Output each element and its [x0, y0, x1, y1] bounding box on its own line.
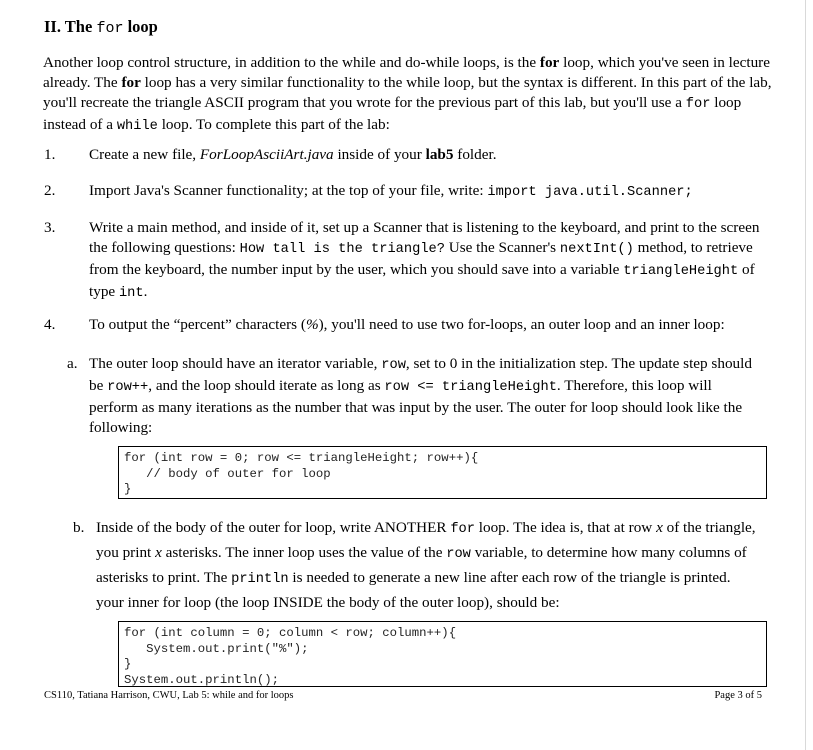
outer-loop-code-block — [118, 446, 767, 499]
intro-paragraph: Another loop control structure, in addition to the while and do-while loops, is the for loop, which you've seen in lecture already. The for loop has a very similar functionality to the while loop, but the syntax is different. In this part of the lab, you'll recreate the triangle ASCII program that you wrote for the previous part of this lab, but you'll use a for loop instead of a while loop. To complete this part of the lab: — [43, 54, 772, 134]
section-heading: II. The for loop — [44, 17, 158, 37]
page-edge — [805, 0, 806, 750]
code-line: for (int column = 0; column < row; column++){ — [124, 626, 457, 640]
footer-page-number: Page 3 of 5 — [714, 690, 762, 701]
code-line: } — [124, 482, 132, 496]
code-line: // body of outer for loop — [124, 466, 331, 481]
inner-loop-code-block — [118, 621, 767, 687]
code-line: } — [124, 657, 132, 671]
document-page: II. The for loop Another loop control structure, in addition to the while and do-while loops, is the for loop, which you've seen in lecture already. The for loop has a very similar functionality to the while loop, but the syntax is different. In this part of the lab, you'll recreate the triangle ASCII program that you wrote for the previous part of this lab, but you'll use a for loop instead of a while loop. To complete this part of the lab: 1. Create a new file, ForLoopAsciiArt.java inside of your lab5 folder. 2. Import Java's Scanner functionality; at the top of your file, write: import java.util.Scanner; 3. Write a main method, and inside of it, set up a Scanner that is listening to the keyboard, and print to the screen the following questions: How tall is the triangle? Use the Scanner's nextInt() method, to retrieve from the keyboard, the number input by the user, which you should save into a variable triangleHeight of type int. 4. To output the “percent” characters (%), you'll need to use two for-loops, an outer loop and an inner loop: a. The outer loop should have an iterator variable, row, set to 0 in the initialization step. The update step should be row++, and the loop should iterate as long as row <= triangleHeight. Therefore, this loop will perform as many iterations as the number that was input by the user. The outer for loop should look like the following: for (int row = 0; row <= triangleHeight; row++){ // body of outer for loop } b. Inside of the body of the outer for loop, write ANOTHER for loop. The idea is, that at row x of the triangle, you print x asterisks. The inner loop uses the value of the row variable, to determine how many columns of asterisks to print. The println is needed to generate a new line after each row of the triangle is printed. your inner for loop (the loop INSIDE the body of the outer loop), should be: for (int column = 0; column < row; column++){ System.out.print("%"); } System.out.println(); CS110, Tatiana Harrison, CWU, Lab 5: while and for loops Page 3 of 5 — [0, 0, 805, 750]
code-line: for (int row = 0; row <= triangleHeight; row++){ — [124, 451, 479, 465]
footer-course-info: CS110, Tatiana Harrison, CWU, Lab 5: while and for loops — [44, 690, 294, 701]
code-line: System.out.print("%"); — [124, 641, 309, 656]
code-line: System.out.println(); — [124, 672, 279, 687]
